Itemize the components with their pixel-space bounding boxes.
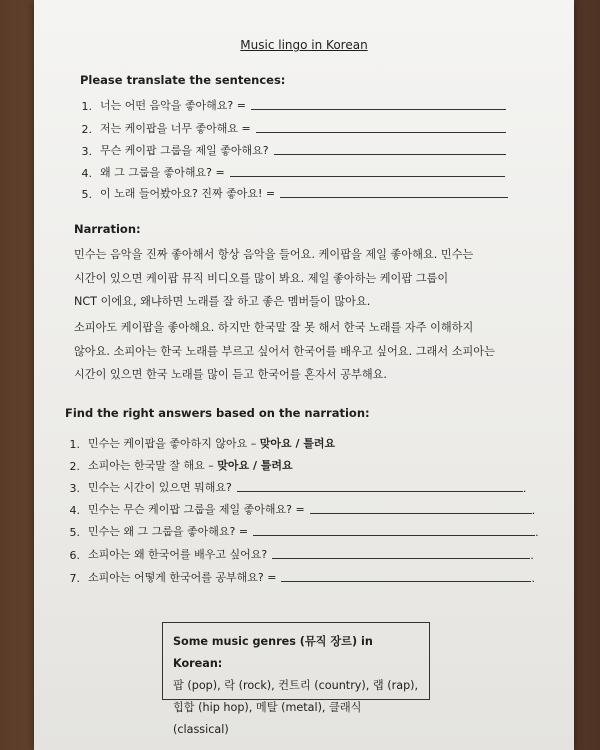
translate-item-2: 2. 저는 케이팝을 너무 좋아해요 = <box>74 120 506 136</box>
worksheet-page <box>34 0 574 750</box>
page-title: Music lingo in Korean <box>240 38 368 52</box>
translate-item-5: 5. 이 노래 들어봤아요? 진짜 좋아요! = <box>74 185 508 201</box>
section1-heading: Please translate the sentences: <box>80 73 286 87</box>
genres-line-2: 힙합 (hip hop), 메탈 (metal), 클래식 (classical) <box>173 701 362 736</box>
narration-heading: Narration: <box>74 222 141 236</box>
genres-title: Some music genres (뮤직 장르) in Korean: <box>173 635 373 670</box>
answer-item-6: 6. 소피아는 왜 한국어를 배우고 싶어요? . <box>69 548 534 562</box>
answer-item-2: 2. 소피아는 한국말 잘 해요 – 맞아요 / 틀려요 <box>69 459 293 473</box>
translate-item-4: 4. 왜 그 그룹을 좋아해요? = <box>74 164 505 180</box>
answer-item-5: 5. 민수는 왜 그 그룹을 좋아해요? = . <box>69 525 539 539</box>
answer-item-3: 3. 민수는 시간이 있으면 뭐해요? . <box>69 481 527 495</box>
translate-item-1: 1. 너는 어떤 음악을 좋아해요? = <box>74 97 506 113</box>
genres-box <box>162 622 430 736</box>
section2-heading: Find the right answers based on the narration: <box>65 406 370 420</box>
answer-item-1: 1. 민수는 케이팝을 좋아하지 않아요 – 맞아요 / 틀려요 <box>69 437 336 451</box>
narration-paragraph-2: 소피아도 케이팝을 좋아해요. 하지만 한국말 잘 못 해서 한국 노래를 자주 이해하지 않아요. 소피아는 한국 노래를 부르고 싶어서 한국어를 배우고 싶어요. 그래서 소피아는 시간이 있으면 한국 노래를 많이 듣고 한국어를 혼자서 공부해요. <box>74 321 495 381</box>
translate-item-3: 3. 무슨 케이팝 그룹을 제일 좋아해요? <box>74 142 506 158</box>
answer-item-4: 4. 민수는 무슨 케이팝 그룹을 제일 좋아해요? = . <box>69 503 536 517</box>
genres-line-1: 팝 (pop), 락 (rock), 컨트리 (country), 랩 (rap), <box>173 679 419 692</box>
narration-paragraph-1: 민수는 음악을 진짜 좋아해서 항상 음악을 들어요. 케이팝을 제일 좋아해요. 민수는 시간이 있으면 케이팝 뮤직 비디오를 많이 봐요. 제일 좋아하는 케이팝 그룹이 NCT 이에요, 왜냐하면 노래를 잘 하고 좋은 멤버들이 많아요. <box>74 248 474 308</box>
answer-item-7: 7. 소피아는 어떻게 한국어를 공부해요? = . <box>69 571 535 585</box>
